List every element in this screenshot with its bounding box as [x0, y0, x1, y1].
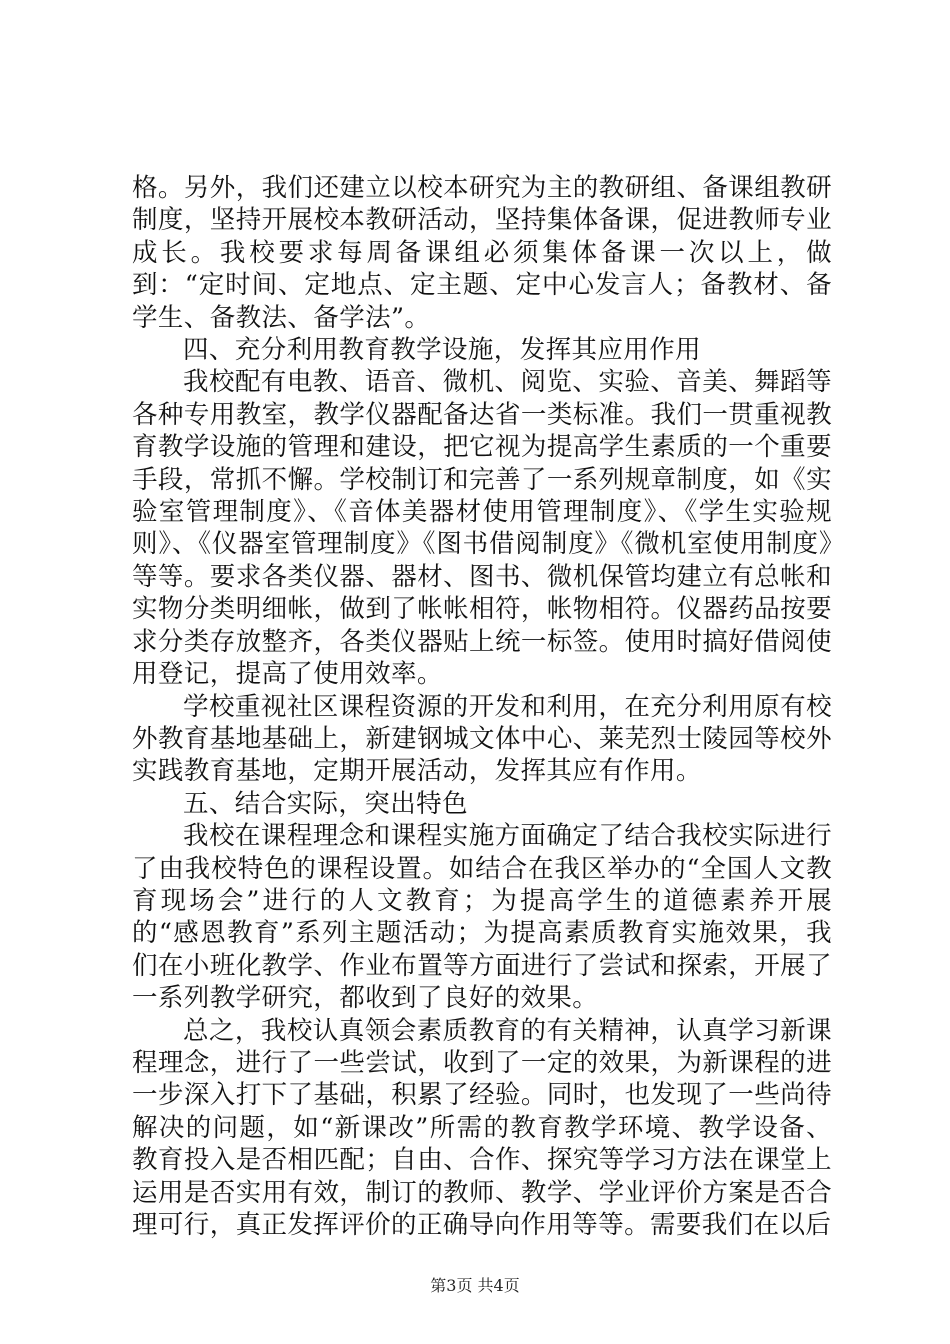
paragraph-summary: 总之，我校认真领会素质教育的有关精神，认真学习新课程理念，进行了一些尝试，收到了一定的效果，为新课程的进一步深入打下了基础，积累了经验。同时，也发现了一些尚待解决的问题，如“新课改”所需的教育教学环境、教学设备、教育投入是否相匹配；自由、合作、探究等学习方法在课堂上运用是否实用有效，制订的教师、教学、学业评价方案是否合理可行，真正发挥评价的正确导向作用等等。需要我们在以后: [132, 1015, 832, 1240]
paragraph-characteristics: 我校在课程理念和课程实施方面确定了结合我校实际进行了由我校特色的课程设置。如结合在我区举办的“全国人文教育现场会”进行的人文教育；为提高学生的道德素养开展的“感恩教育”系列主题活动；为提高素质教育实施效果，我们在小班化教学、作业布置等方面进行了尝试和探索，开展了一系列教学研究，都收到了良好的效果。: [132, 821, 832, 1014]
section-heading-5: 五、结合实际，突出特色: [183, 788, 468, 819]
document-body: [132, 172, 832, 1241]
paragraph-facilities: 我校配有电教、语音、微机、阅览、实验、音美、舞蹈等各种专用教室，教学仪器配备达省一类标准。我们一贯重视教育教学设施的管理和建设，把它视为提高学生素质的一个重要手段，常抓不懈。学校制订和完善了一系列规章制度，如《实验室管理制度》、《音体美器材使用管理制度》、《学生实验规则》、《仪器室管理制度》《图书借阅制度》《微机室使用制度》等等。要求各类仪器、器材、图书、微机保管均建立有总帐和实物分类明细帐，做到了帐帐相符，帐物相符。仪器药品按要求分类存放整齐，各类仪器贴上统一标签。使用时搞好借阅使用登记，提高了使用效率。: [132, 367, 832, 690]
page-number-footer: 第3页 共4页: [430, 1276, 520, 1295]
paragraph-community-resources: 学校重视社区课程资源的开发和利用，在充分利用原有校外教育基地基础上，新建钢城文体中心、莱芜烈士陵园等校外实践教育基地，定期开展活动，发挥其应有作用。: [132, 691, 832, 787]
section-heading-4: 四、充分利用教育教学设施，发挥其应用作用: [183, 335, 702, 366]
paragraph-continuation: 格。另外，我们还建立以校本研究为主的教研组、备课组教研制度，坚持开展校本教研活动，坚持集体备课，促进教师专业成长。我校要求每周备课组必须集体备课一次以上，做到：“定时间、定地点、定主题、定中心发言人；备教材、备学生、备教法、备学法”。: [132, 173, 832, 333]
